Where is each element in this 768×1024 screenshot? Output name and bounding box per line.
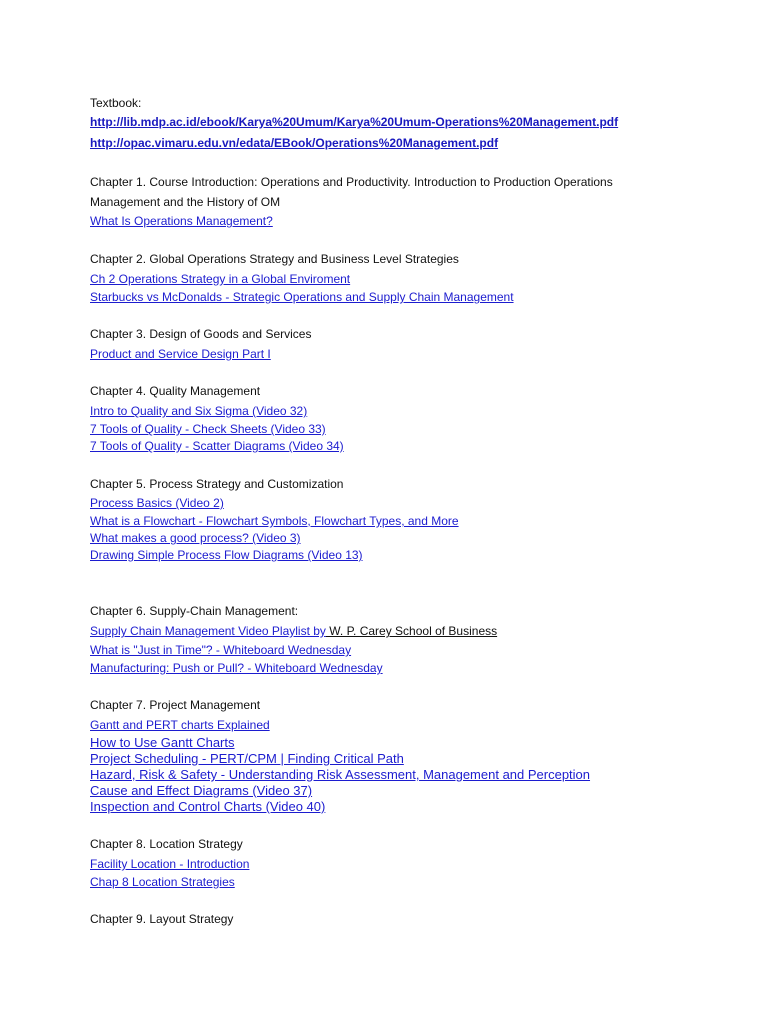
chapter-6-playlist-source: W. P. Carey School of Business [325, 624, 498, 638]
chapter-6-link-2[interactable]: Manufacturing: Push or Pull? - Whiteboard Wednesday [90, 661, 383, 675]
chapter-4-heading: Chapter 4. Quality Management [90, 384, 261, 398]
chapter-2-link-2[interactable]: Starbucks vs McDonalds - Strategic Operations and Supply Chain Management [90, 290, 514, 304]
chapter-7-link-3[interactable]: Project Scheduling - PERT/CPM | Finding Critical Path [90, 751, 404, 766]
chapter-5-link-3[interactable]: What makes a good process? (Video 3) [90, 531, 301, 545]
chapter-6-playlist-link[interactable]: Supply Chain Management Video Playlist by [90, 624, 326, 638]
chapter-6-heading: Chapter 6. Supply-Chain Management: [90, 604, 299, 618]
chapter-5-link-2[interactable]: What is a Flowchart - Flowchart Symbols, Flowchart Types, and More [90, 514, 459, 528]
chapter-7-link-6[interactable]: Inspection and Control Charts (Video 40) [90, 799, 326, 814]
chapter-7-link-1[interactable]: Gantt and PERT charts Explained [90, 718, 270, 732]
chapter-1-heading: Chapter 1. Course Introduction: Operations and Productivity. Introduction to Production Operations [90, 175, 613, 189]
chapter-3-heading: Chapter 3. Design of Goods and Services [90, 327, 312, 341]
chapter-6-link-1[interactable]: What is "Just in Time"? - Whiteboard Wednesday [90, 643, 352, 657]
chapter-5-heading: Chapter 5. Process Strategy and Customization [90, 477, 344, 491]
chapter-4-link-1[interactable]: Intro to Quality and Six Sigma (Video 32) [90, 404, 308, 418]
chapter-2-link-1[interactable]: Ch 2 Operations Strategy in a Global Enviroment [90, 272, 351, 286]
chapter-2-heading: Chapter 2. Global Operations Strategy and Business Level Strategies [90, 252, 459, 266]
chapter-8-link-2[interactable]: Chap 8 Location Strategies [90, 875, 235, 889]
chapter-1-link-1[interactable]: What Is Operations Management? [90, 214, 273, 228]
chapter-7-link-2[interactable]: How to Use Gantt Charts [90, 735, 235, 750]
chapter-9-heading: Chapter 9. Layout Strategy [90, 912, 234, 926]
chapter-5-link-1[interactable]: Process Basics (Video 2) [90, 496, 224, 510]
chapter-7-heading: Chapter 7. Project Management [90, 698, 261, 712]
chapter-5-link-4[interactable]: Drawing Simple Process Flow Diagrams (Video 13) [90, 548, 363, 562]
chapter-1-heading-cont: Management and the History of OM [90, 195, 281, 209]
textbook-link-1[interactable]: http://lib.mdp.ac.id/ebook/Karya%20Umum/Karya%20Umum-Operations%20Management.pdf [90, 115, 619, 129]
chapter-4-link-2[interactable]: 7 Tools of Quality - Check Sheets (Video 33) [90, 422, 326, 436]
textbook-label: Textbook: [90, 96, 142, 110]
chapter-4-link-3[interactable]: 7 Tools of Quality - Scatter Diagrams (Video 34) [90, 439, 344, 453]
chapter-3-link-1[interactable]: Product and Service Design Part I [90, 347, 271, 361]
chapter-7-link-5[interactable]: Cause and Effect Diagrams (Video 37) [90, 783, 313, 798]
chapter-8-link-1[interactable]: Facility Location - Introduction [90, 857, 250, 871]
chapter-6-playlist-row [90, 622, 497, 640]
chapter-8-heading: Chapter 8. Location Strategy [90, 837, 243, 851]
textbook-link-2[interactable]: http://opac.vimaru.edu.vn/edata/EBook/Operations%20Management.pdf [90, 136, 499, 150]
chapter-7-link-4[interactable]: Hazard, Risk & Safety - Understanding Risk Assessment, Management and Perception [90, 767, 591, 782]
